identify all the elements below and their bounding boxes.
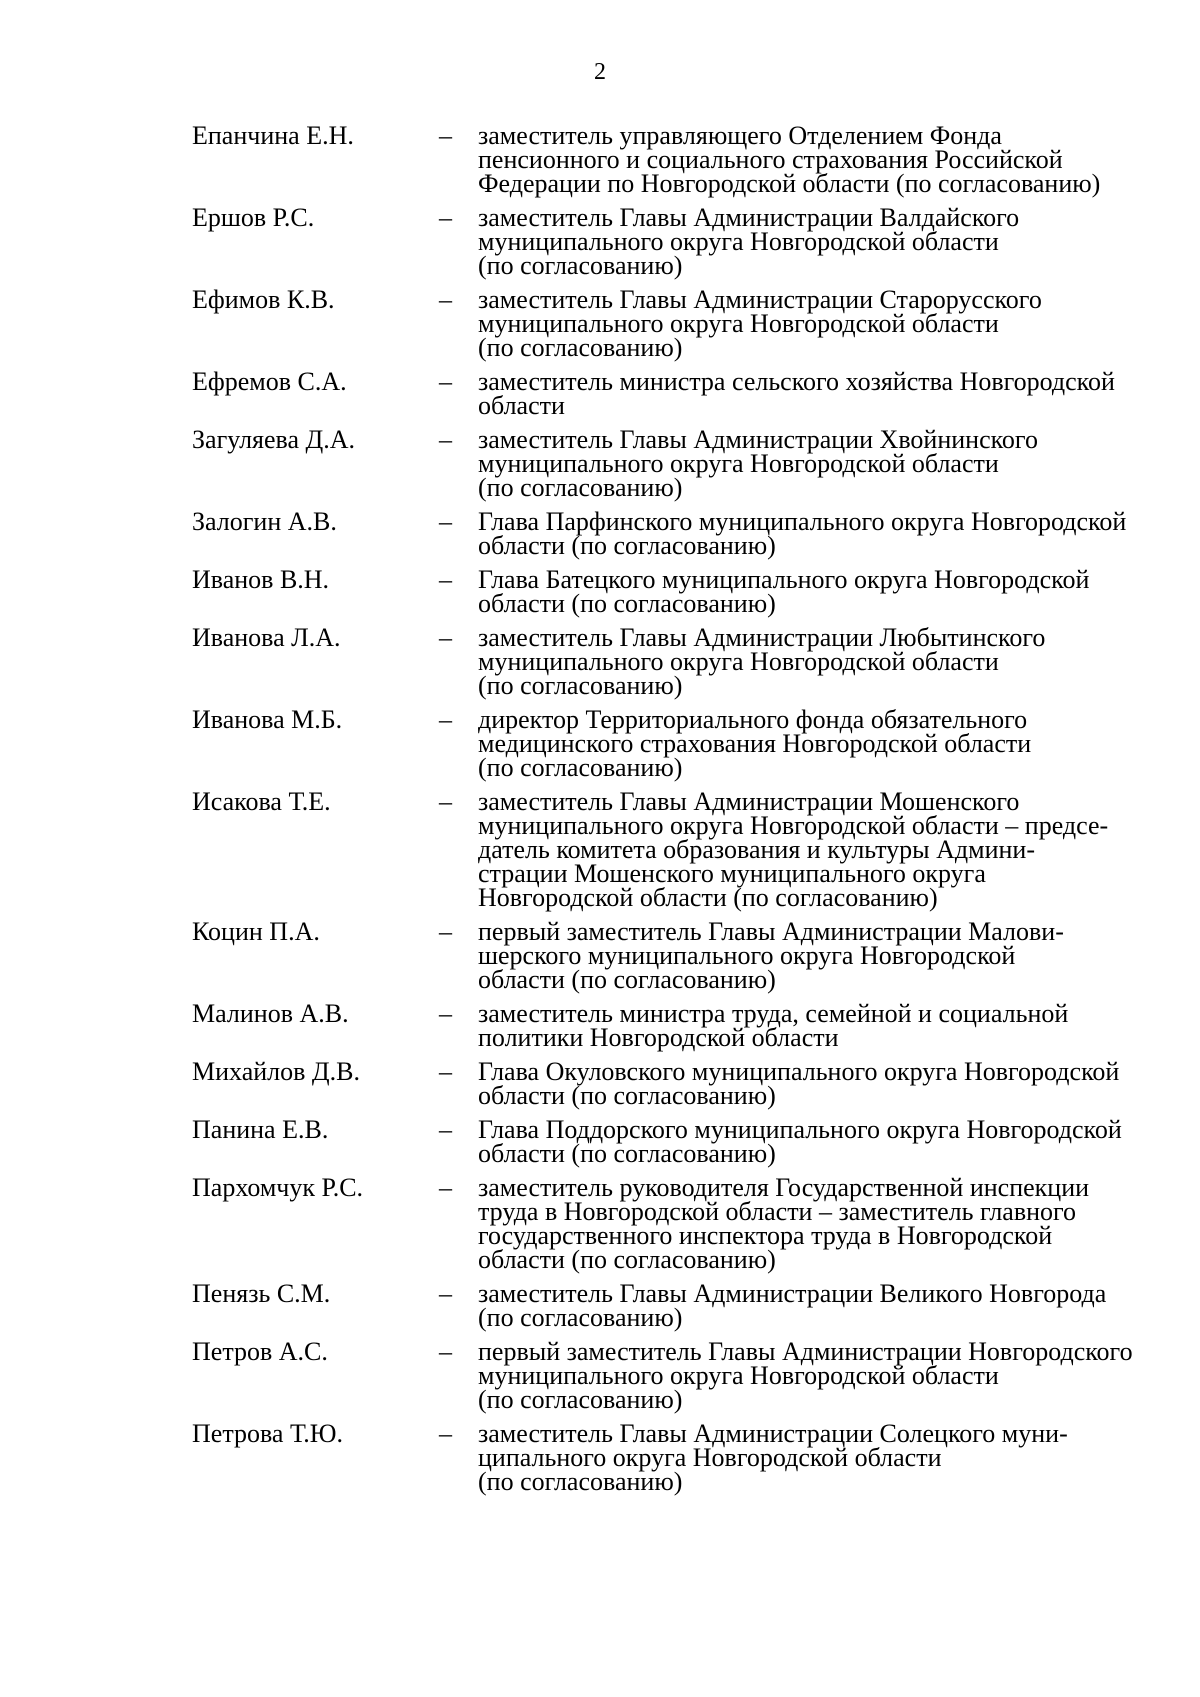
member-entry <box>192 1173 1152 1274</box>
separator-dash: – <box>439 787 452 816</box>
member-name: Михайлов Д.В. <box>192 1057 360 1086</box>
member-entry <box>192 1337 1152 1414</box>
member-name: Исакова Т.Е. <box>192 787 331 816</box>
member-name: Ефимов К.В. <box>192 285 335 314</box>
member-position: директор Территориального фонда обязательного медицинского страхования Новгородской области (по согласованию) <box>478 705 1032 782</box>
separator-dash: – <box>439 203 452 232</box>
separator-dash: – <box>439 999 452 1028</box>
member-position: Глава Поддорского муниципального округа Новгородской области (по согласованию) <box>478 1115 1122 1168</box>
separator-dash: – <box>439 705 452 734</box>
separator-dash: – <box>439 623 452 652</box>
member-position: Глава Парфинского муниципального округа Новгородской области (по согласованию) <box>478 507 1127 560</box>
page-number: 2 <box>594 59 606 85</box>
member-entry <box>192 917 1152 994</box>
separator-dash: – <box>439 1337 452 1366</box>
member-name: Ершов Р.С. <box>192 203 315 232</box>
separator-dash: – <box>439 565 452 594</box>
member-name: Петров А.С. <box>192 1337 328 1366</box>
member-entry <box>192 285 1152 362</box>
member-entry <box>192 507 1152 560</box>
separator-dash: – <box>439 367 452 396</box>
member-position: заместитель Главы Администрации Любытинского муниципального округа Новгородской области (по согласованию) <box>478 623 1046 700</box>
member-name: Пенязь С.М. <box>192 1279 331 1308</box>
separator-dash: – <box>439 425 452 454</box>
member-name: Панина Е.В. <box>192 1115 329 1144</box>
member-entry <box>192 1057 1152 1110</box>
member-position: заместитель министра труда, семейной и социальной политики Новгородской области <box>478 999 1069 1052</box>
member-position: заместитель Главы Администрации Хвойнинского муниципального округа Новгородской области (по согласованию) <box>478 425 1038 502</box>
member-position: заместитель Главы Администрации Старорусского муниципального округа Новгородской области (по согласованию) <box>478 285 1042 362</box>
member-name: Коцин П.А. <box>192 917 320 946</box>
member-position: Глава Окуловского муниципального округа Новгородской области (по согласованию) <box>478 1057 1120 1110</box>
member-name: Иванов В.Н. <box>192 565 330 594</box>
member-name: Залогин А.В. <box>192 507 337 536</box>
member-name: Ефремов С.А. <box>192 367 347 396</box>
member-entry <box>192 623 1152 700</box>
member-entry <box>192 565 1152 618</box>
member-entry <box>192 705 1152 782</box>
member-entry <box>192 203 1152 280</box>
member-name: Петрова Т.Ю. <box>192 1419 343 1448</box>
member-position: заместитель управляющего Отделением Фонда пенсионного и социального страхования Российской Федерации по Новгородской области (по согласованию) <box>478 121 1101 198</box>
member-entry <box>192 999 1152 1052</box>
separator-dash: – <box>439 1173 452 1202</box>
member-entry <box>192 1115 1152 1168</box>
member-position: первый заместитель Главы Администрации Малови- шерского муниципального округа Новгородской области (по согласованию) <box>478 917 1064 994</box>
separator-dash: – <box>439 1279 452 1308</box>
member-position: Глава Батецкого муниципального округа Новгородской области (по согласованию) <box>478 565 1090 618</box>
member-position: заместитель Главы Администрации Валдайского муниципального округа Новгородской области (по согласованию) <box>478 203 1020 280</box>
member-name: Загуляева Д.А. <box>192 425 356 454</box>
member-list <box>192 121 1152 1504</box>
member-entry <box>192 1419 1152 1496</box>
separator-dash: – <box>439 1057 452 1086</box>
member-name: Малинов А.В. <box>192 999 349 1028</box>
member-position: первый заместитель Главы Администрации Новгородского муниципального округа Новгородской области (по согласованию) <box>478 1337 1133 1414</box>
member-position: заместитель руководителя Государственной инспекции труда в Новгородской области – заместитель главного государственного инспектора труда в Новгородской области (по согласованию) <box>478 1173 1090 1274</box>
separator-dash: – <box>439 285 452 314</box>
separator-dash: – <box>439 1419 452 1448</box>
member-name: Пархомчук Р.С. <box>192 1173 364 1202</box>
member-name: Епанчина Е.Н. <box>192 121 354 150</box>
member-entry <box>192 1279 1152 1332</box>
member-entry <box>192 425 1152 502</box>
member-name: Иванова Л.А. <box>192 623 341 652</box>
member-entry <box>192 367 1152 420</box>
member-position: заместитель Главы Администрации Солецкого муни- ципального округа Новгородской области (по согласованию) <box>478 1419 1068 1496</box>
member-position: заместитель министра сельского хозяйства Новгородской области <box>478 367 1115 420</box>
separator-dash: – <box>439 917 452 946</box>
separator-dash: – <box>439 507 452 536</box>
member-position: заместитель Главы Администрации Великого Новгорода (по согласованию) <box>478 1279 1107 1332</box>
member-entry <box>192 787 1152 912</box>
separator-dash: – <box>439 121 452 150</box>
member-name: Иванова М.Б. <box>192 705 343 734</box>
separator-dash: – <box>439 1115 452 1144</box>
member-position: заместитель Главы Администрации Мошенского муниципального округа Новгородской области – предсе- датель комитета образования и культуры Админи- страции Мошенского муниципального округа Новгородской области (по согласованию) <box>478 787 1109 912</box>
member-entry <box>192 121 1152 198</box>
